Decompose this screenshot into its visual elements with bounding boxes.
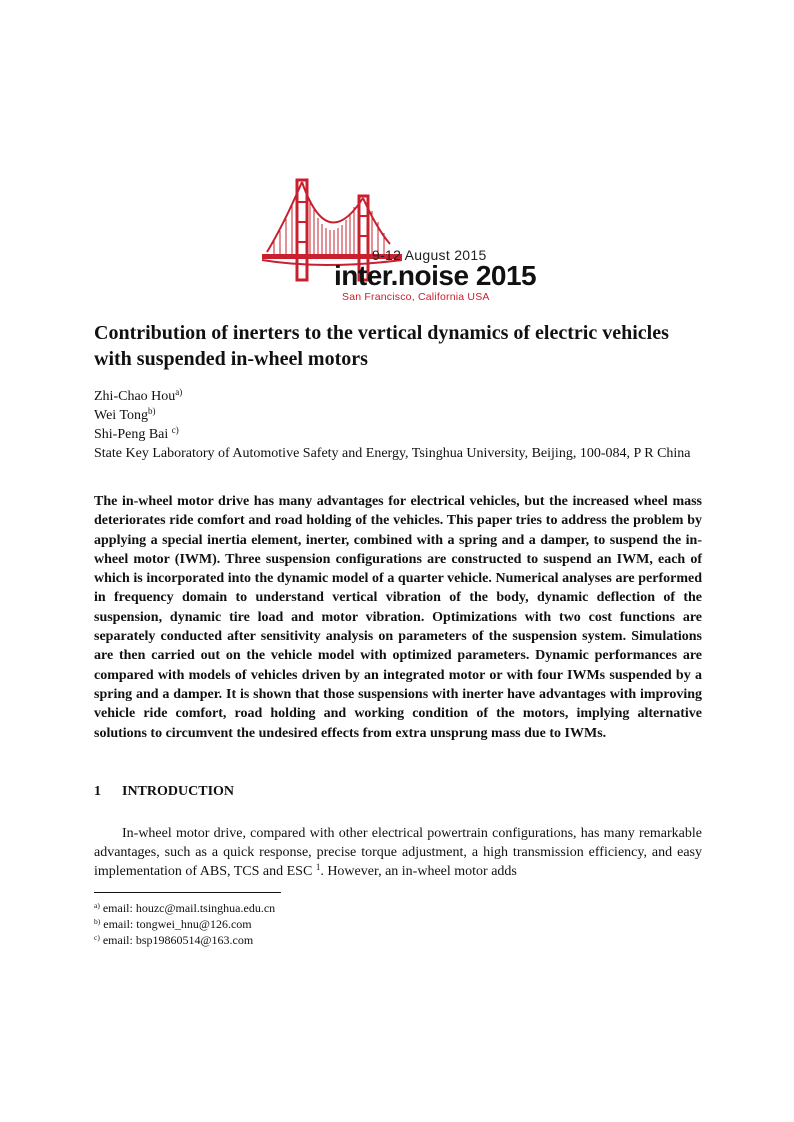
author-mark: b) [148,406,156,416]
affiliation: State Key Laboratory of Automotive Safety and Energy, Tsinghua University, Beijing, 100-084, P R China [94,446,691,461]
author-name: Shi-Peng Bai [94,427,172,442]
intro-text-continued: . However, an in-wheel motor adds [320,864,517,879]
footnote-b [94,916,275,932]
conference-logo [262,174,537,304]
author-2 [94,406,706,425]
footnote-mark: c) [94,933,100,942]
author-mark: c) [171,425,179,435]
footnote-a [94,900,275,916]
footnote-c [94,932,275,948]
author-1 [94,387,706,406]
abstract: The in-wheel motor drive has many advantages for electrical vehicles, but the increased wheel mass deteriorates ride comfort and road holding of the vehicles. This paper tries to address the problem by applying a special inertia element, inerter, combined with a spring and a damper, to suspend the in-wheel motor (IWM). Three suspension configurations are constructed to suspend an IWM, each of which is incorporated into the dynamic model of a quarter vehicle. Numerical analyses are performed in frequency domain to understand vertical vibration of the body, dynamic deflection of the suspension, dynamic tire load and motor vibration. Optimizations with two cost functions are separately conducted after sensitivity analysis on parameters of the suspension system. Simulations are then carried out on the vehicle model with optimized parameters. Dynamic performances are compared with models of vehicles driven by an integrated motor or with four IWMs suspended by a spring and a damper. It is shown that those suspensions with inerter have advantages with improving vehicle ride comfort, road holding and working condition of the motors, implying alternative solutions to circumvent the undesired effects from extra unsprung mass due to IWMs. [94,494,702,741]
footnotes [94,900,275,948]
author-block [94,387,706,463]
citation-ref: 1 [315,862,321,872]
conference-location: San Francisco, California USA [342,291,490,303]
section-heading [94,784,234,800]
footnote-mark: a) [94,901,100,910]
author-3 [94,425,706,444]
author-name: Wei Tong [94,408,149,423]
paper-title: Contribution of inerters to the vertical dynamics of electric vehicles with suspended in-wheel motors [94,322,669,370]
intro-text: In-wheel motor drive, compared with other electrical powertrain configurations, has many remarkable advantages, such as a quick response, precise torque adjustment, a high transmission efficiency, and easy implementation of ABS, TCS and ESC [94,826,702,879]
author-mark: a) [175,387,183,397]
intro-paragraph [94,824,702,881]
footnote-email: email: bsp19860514@163.com [99,933,254,947]
conference-date: 9-12 August 2015 [372,247,487,263]
footnote-email: email: houzc@mail.tsinghua.edu.cn [99,901,276,915]
conference-name: inter.noise 2015 [334,260,537,291]
section-title: INTRODUCTION [122,784,235,799]
footnote-mark: b) [94,917,101,926]
author-name: Zhi-Chao Hou [94,389,176,404]
footnote-divider [94,892,281,893]
section-number: 1 [94,784,101,799]
footnote-email: email: tongwei_hnu@126.com [100,917,252,931]
